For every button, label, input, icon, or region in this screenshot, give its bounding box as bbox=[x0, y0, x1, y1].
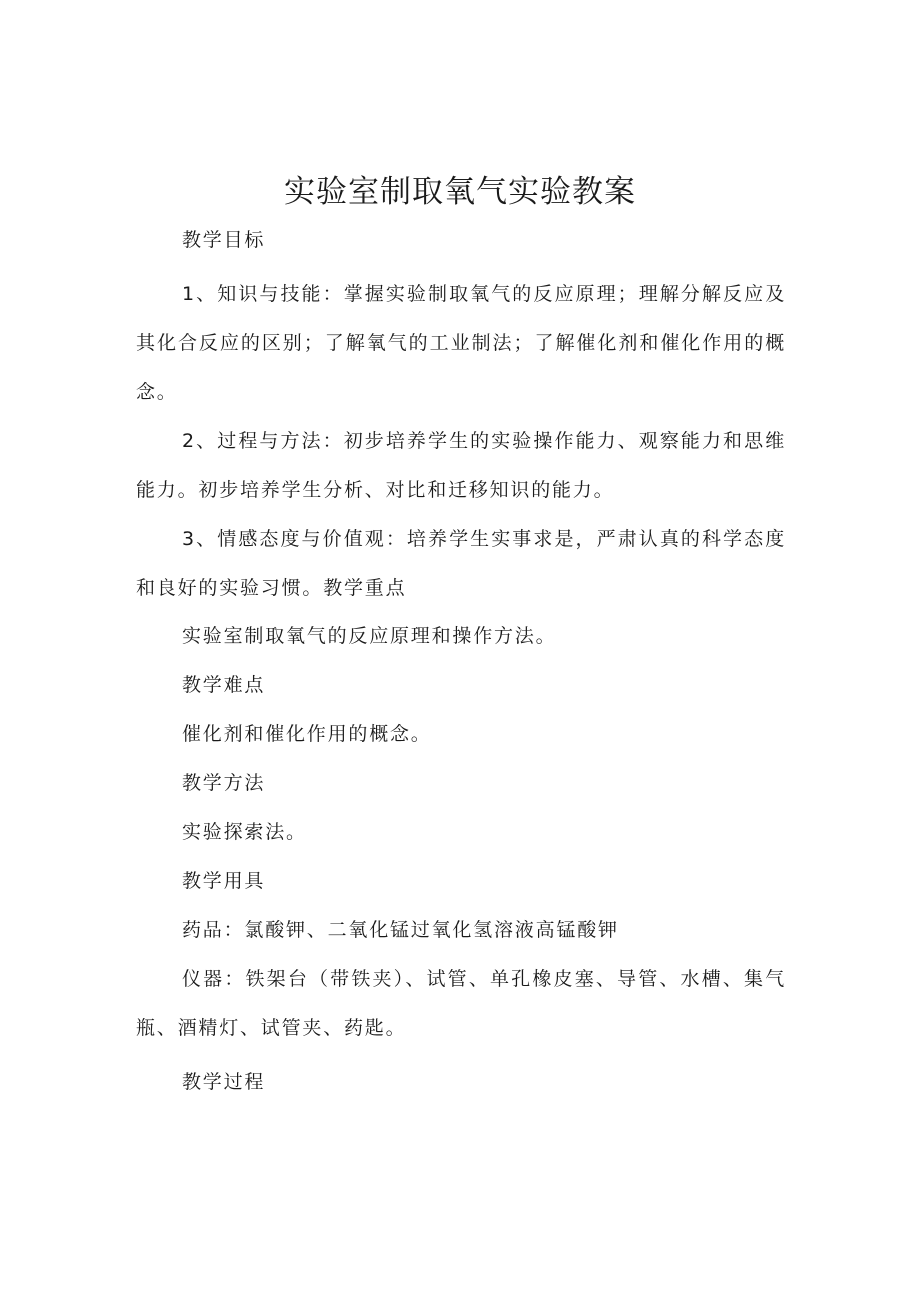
method-text: 实验探索法。 bbox=[182, 821, 307, 843]
heading-teaching-tools: 教学用具 bbox=[182, 870, 266, 892]
objective-emotion-values: 3、情感态度与价值观：培养学生实事求是，严肃认真的科学态度和良好的实验习惯。教学重点 bbox=[136, 528, 786, 599]
objective-knowledge-skills: 1、知识与技能：掌握实验制取氧气的反应原理；理解分解反应及其化合反应的区别；了解氧气的工业制法；了解催化剂和催化作用的概念。 bbox=[136, 283, 786, 403]
reagents-text: 药品：氯酸钾、二氧化锰过氧化氢溶液高锰酸钾 bbox=[182, 919, 619, 941]
heading-teaching-objectives: 教学目标 bbox=[182, 229, 266, 251]
instruments-text: 仪器：铁架台（带铁夹）、试管、单孔橡皮塞、导管、水槽、集气瓶、酒精灯、试管夹、药匙。 bbox=[136, 968, 786, 1039]
heading-teaching-method: 教学方法 bbox=[182, 772, 266, 794]
heading-teaching-process: 教学过程 bbox=[182, 1071, 266, 1093]
objective-process-methods: 2、过程与方法：初步培养学生的实验操作能力、观察能力和思维能力。初步培养学生分析、对比和迁移知识的能力。 bbox=[136, 430, 786, 501]
difficulty-text: 催化剂和催化作用的概念。 bbox=[182, 723, 432, 745]
key-point-text: 实验室制取氧气的反应原理和操作方法。 bbox=[182, 625, 557, 647]
document-title: 实验室制取氧气实验教案 bbox=[284, 174, 636, 210]
heading-teaching-difficulty: 教学难点 bbox=[182, 674, 266, 696]
